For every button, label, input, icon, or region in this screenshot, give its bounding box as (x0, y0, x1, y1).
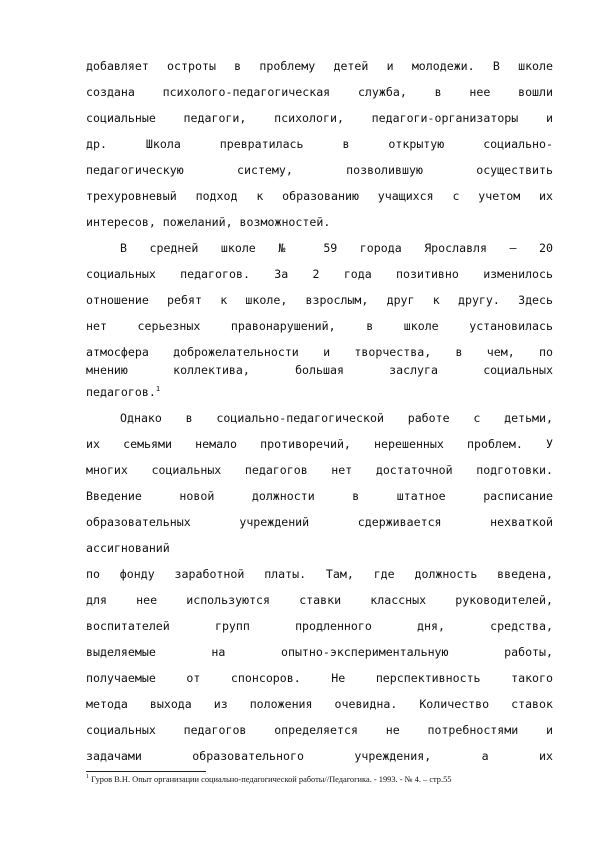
body-line: атмосфера доброжелательности и творчества, в чем, по (86, 345, 553, 359)
body-line: воспитателей групп продленного дня, средства, (86, 619, 553, 633)
body-line: получаемые от спонсоров. Не перспективность такого (86, 671, 553, 685)
body-line: нет серьезных правонарушений, в школе установилась (86, 319, 553, 333)
body-line (86, 382, 553, 402)
footnote-mark: 1 (86, 774, 89, 781)
body-line: Введение новой должности в штатное расписание (86, 489, 553, 503)
body-line: социальных педагогов. За 2 года позитивно изменилось (86, 267, 553, 281)
body-line: многих социальных педагогов нет достаточной подготовки. (86, 463, 553, 477)
body-line: трехуровневый подход к образованию учащихся с учетом их (86, 189, 553, 203)
body-line: образовательных учреждений сдерживается нехваткой (86, 515, 553, 529)
body-line: ассигнований (86, 541, 170, 555)
paragraph-first-line: В средней школе № 59 города Ярославля – 20 (120, 241, 553, 255)
body-line: задачами образовательного учреждения, а их (86, 749, 553, 763)
body-line: их семьями немало противоречий, нерешенных проблем. У (86, 437, 553, 451)
body-line: для нее используются ставки классных руководителей, (86, 593, 553, 607)
footnote-separator (86, 771, 206, 772)
footnote-text: Гуров В.Н. Опыт организации социально-педагогической работы//Педагогика. - 1993. - № 4. – стр.55 (89, 775, 452, 784)
body-line: интересов, пожеланий, возможностей. (86, 215, 331, 229)
footnote-reference[interactable]: 1 (155, 385, 161, 394)
footnote (86, 774, 553, 786)
body-line: метода выхода из положения очевидна. Количество ставок (86, 697, 553, 711)
body-line: выделяемые на опытно-экспериментальную работы, (86, 645, 553, 659)
body-line: мнению коллектива, большая заслуга социальных (86, 363, 553, 377)
body-line: отношение ребят к школе, взрослым, друг к другу. Здесь (86, 293, 553, 307)
body-line: педагогическую систему, позволившую осуществить (86, 163, 553, 177)
body-line: социальных педагогов определяется не потребностями и (86, 723, 553, 737)
body-line-text: педагогов. (86, 385, 156, 399)
body-line: др. Школа превратилась в открытую социально- (86, 137, 553, 151)
paragraph-first-line: Однако в социально-педагогической работе с детьми, (120, 411, 553, 425)
body-line: создана психолого-педагогическая служба, в нее вошли (86, 85, 553, 99)
body-line: социальные педагоги, психологи, педагоги-организаторы и (86, 111, 553, 125)
body-line: добавляет остроты в проблему детей и молодежи. В школе (86, 59, 553, 73)
body-line: по фонду заработной платы. Там, где должность введена, (86, 567, 553, 581)
